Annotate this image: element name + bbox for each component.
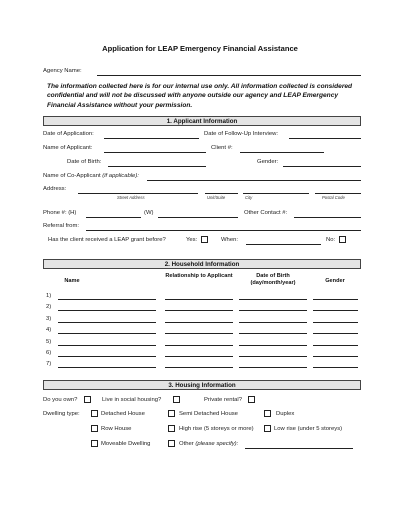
own-checkbox[interactable] xyxy=(84,396,91,403)
household-gender-field[interactable] xyxy=(313,310,358,311)
referral-field[interactable] xyxy=(86,230,361,231)
household-name-field[interactable] xyxy=(58,322,156,323)
leap-when-label: When: xyxy=(221,237,239,243)
other-dwelling-field[interactable] xyxy=(245,448,353,449)
household-dob-field[interactable] xyxy=(239,299,307,300)
social-housing-label: Live in social housing? xyxy=(102,397,162,403)
detached-house-label: Detached House xyxy=(101,411,145,417)
col-gender-header: Gender xyxy=(325,278,345,284)
unit-suite-field[interactable] xyxy=(205,193,238,194)
phone-home-field[interactable] xyxy=(86,217,141,218)
household-relationship-field[interactable] xyxy=(165,299,233,300)
household-dob-field[interactable] xyxy=(239,367,307,368)
household-name-field[interactable] xyxy=(58,333,156,334)
date-of-birth-field[interactable] xyxy=(108,166,206,167)
leap-yes-label: Yes: xyxy=(186,237,198,243)
household-dob-field[interactable] xyxy=(239,310,307,311)
postal-code-caption: Postal Code xyxy=(322,195,345,200)
name-of-applicant-field[interactable] xyxy=(104,152,206,153)
household-name-field[interactable] xyxy=(58,345,156,346)
row-number: 6) xyxy=(46,350,52,356)
social-housing-checkbox[interactable] xyxy=(173,396,180,403)
date-of-birth-label: Date of Birth: xyxy=(67,159,102,165)
household-gender-field[interactable] xyxy=(313,345,358,346)
moveable-dwelling-label: Moveable Dwelling xyxy=(101,441,151,447)
high-rise-checkbox[interactable] xyxy=(168,425,175,432)
row-number: 2) xyxy=(46,304,52,311)
other-dwelling-note: (please specify): xyxy=(195,441,239,447)
household-relationship-field[interactable] xyxy=(165,333,233,334)
unit-suite-caption: Unit/Suite xyxy=(207,195,226,200)
co-applicant-field[interactable] xyxy=(147,180,361,181)
household-dob-field[interactable] xyxy=(239,356,307,357)
leap-no-checkbox[interactable] xyxy=(339,236,346,243)
date-of-application-label: Date of Application: xyxy=(43,131,94,137)
other-dwelling-label xyxy=(179,441,238,447)
date-of-application-field[interactable] xyxy=(104,138,199,139)
leap-when-field[interactable] xyxy=(246,244,321,245)
street-address-caption: Street Address xyxy=(117,195,145,200)
household-name-field[interactable] xyxy=(58,299,156,300)
household-dob-field[interactable] xyxy=(239,333,307,334)
household-gender-field[interactable] xyxy=(313,367,358,368)
street-address-field[interactable] xyxy=(78,193,198,194)
household-name-field[interactable] xyxy=(58,367,156,368)
city-caption: City xyxy=(245,195,253,200)
section-housing-heading: 3. Housing Information xyxy=(43,380,361,390)
date-followup-field[interactable] xyxy=(289,138,361,139)
co-applicant-note: (if applicable): xyxy=(102,173,139,179)
household-relationship-field[interactable] xyxy=(165,310,233,311)
moveable-dwelling-checkbox[interactable] xyxy=(91,440,98,447)
detached-house-checkbox[interactable] xyxy=(91,410,98,417)
semi-detached-checkbox[interactable] xyxy=(168,410,175,417)
section-applicant-heading: 1. Applicant Information xyxy=(43,116,361,126)
phone-home-label: Phone #: (H) xyxy=(43,210,77,216)
phone-work-label: (W) xyxy=(144,210,154,216)
client-number-label: Client #: xyxy=(211,145,233,151)
duplex-label: Duplex xyxy=(276,411,295,417)
agency-name-label: Agency Name: xyxy=(43,68,82,74)
household-relationship-field[interactable] xyxy=(165,356,233,357)
row-house-label: Row House xyxy=(101,426,132,432)
household-relationship-field[interactable] xyxy=(165,367,233,368)
form-title: Application for LEAP Emergency Financial Assistance xyxy=(102,44,298,53)
row-number: 1) xyxy=(46,293,52,299)
household-gender-field[interactable] xyxy=(313,356,358,357)
agency-name-field[interactable] xyxy=(97,75,361,76)
household-gender-field[interactable] xyxy=(313,322,358,323)
confidentiality-notice: The information collected here is for our internal use only. All information collected is considered confidential and will not be discussed with anyone outside our agency and LEAP Emergency Financial Assistance without your permission. xyxy=(47,83,353,109)
private-rental-checkbox[interactable] xyxy=(248,396,255,403)
household-gender-field[interactable] xyxy=(313,333,358,334)
row-number: 5) xyxy=(46,338,52,345)
client-number-field[interactable] xyxy=(240,152,324,153)
household-dob-field[interactable] xyxy=(239,345,307,346)
referral-label: Referral from: xyxy=(43,223,80,229)
household-relationship-field[interactable] xyxy=(165,322,233,323)
leap-no-label: No: xyxy=(326,237,336,243)
household-gender-field[interactable] xyxy=(313,299,358,300)
name-of-applicant-label: Name of Applicant: xyxy=(43,145,93,151)
row-number: 7) xyxy=(46,361,52,368)
leap-grant-question: Has the client received a LEAP grant before? xyxy=(48,237,166,243)
gender-field[interactable] xyxy=(283,166,361,167)
leap-yes-checkbox[interactable] xyxy=(201,236,208,243)
household-name-field[interactable] xyxy=(58,356,156,357)
other-contact-field[interactable] xyxy=(294,217,361,218)
co-applicant-text: Name of Co-Applicant xyxy=(43,173,101,179)
own-label: Do you own? xyxy=(43,397,78,403)
co-applicant-label xyxy=(43,173,139,179)
private-rental-label: Private rental? xyxy=(204,397,242,403)
other-dwelling-text: Other xyxy=(179,441,194,447)
city-field[interactable] xyxy=(243,193,309,194)
semi-detached-label: Semi Detached House xyxy=(179,411,238,417)
address-label: Address: xyxy=(43,186,67,192)
other-dwelling-checkbox[interactable] xyxy=(168,440,175,447)
low-rise-checkbox[interactable] xyxy=(264,425,271,432)
postal-code-field[interactable] xyxy=(315,193,361,194)
date-followup-label: Date of Follow-Up Interview: xyxy=(204,131,278,137)
col-name-header: Name xyxy=(64,278,80,284)
duplex-checkbox[interactable] xyxy=(264,410,271,417)
other-contact-label: Other Contact #: xyxy=(244,210,288,216)
high-rise-label: High rise (5 storeys or more) xyxy=(179,426,254,432)
phone-work-field[interactable] xyxy=(158,217,238,218)
household-dob-field[interactable] xyxy=(239,322,307,323)
household-relationship-field[interactable] xyxy=(165,345,233,346)
gender-label: Gender: xyxy=(257,159,279,165)
section-household-heading: 2. Household Information xyxy=(43,259,361,269)
col-dob-header: Date of Birth (day/month/year) xyxy=(250,273,296,286)
col-relationship-header: Relationship to Applicant xyxy=(165,273,233,279)
row-number: 4) xyxy=(46,327,52,334)
row-house-checkbox[interactable] xyxy=(91,425,98,432)
row-number: 3) xyxy=(46,315,52,322)
household-name-field[interactable] xyxy=(58,310,156,311)
dwelling-type-label: Dwelling type: xyxy=(43,411,80,417)
low-rise-label: Low rise (under 5 storeys) xyxy=(274,426,343,432)
